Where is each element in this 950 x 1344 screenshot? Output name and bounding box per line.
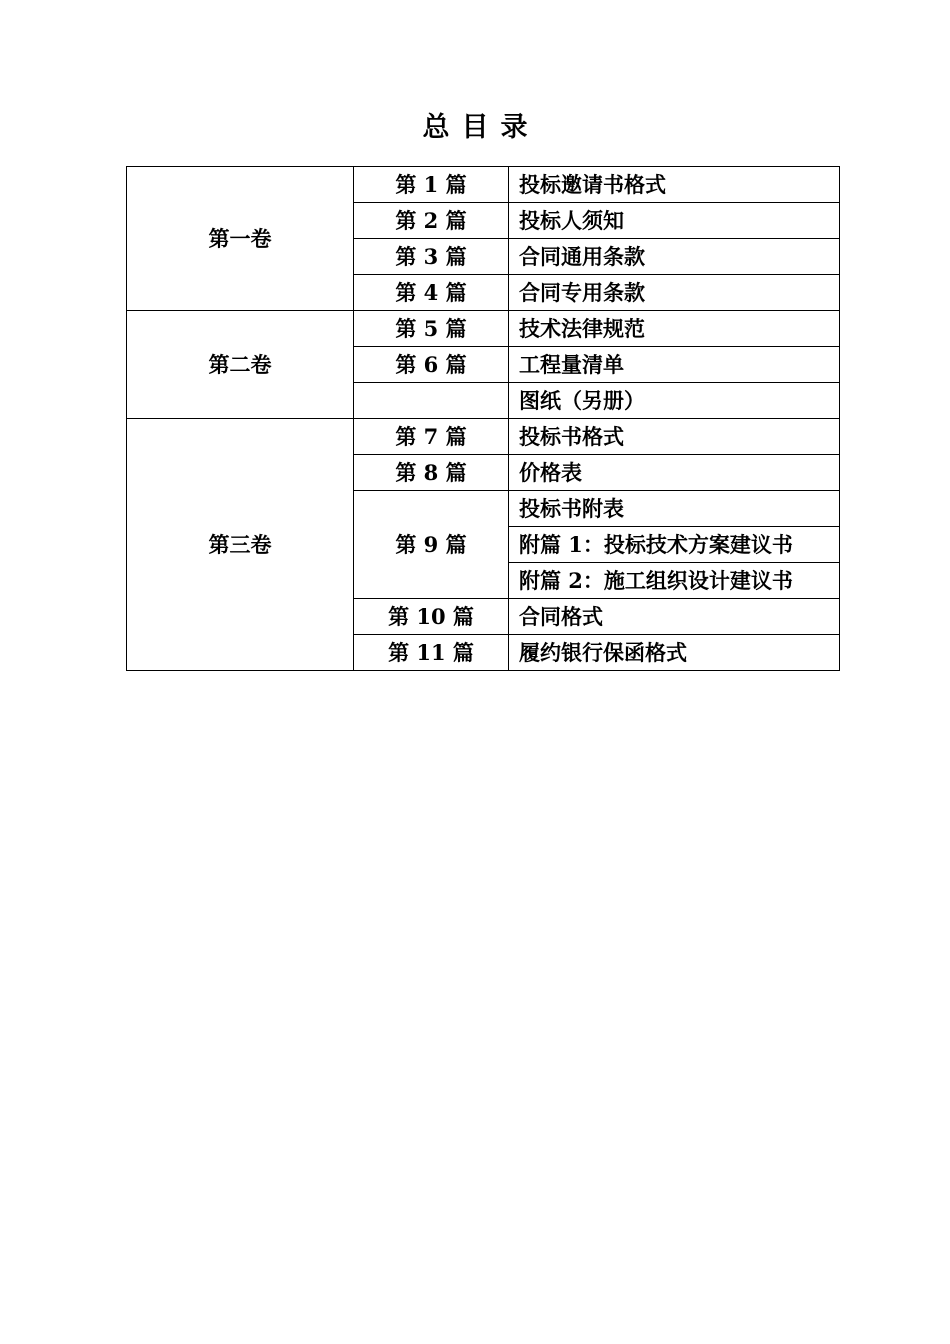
page-title: 总目录 bbox=[422, 112, 540, 143]
doc-cell: 附篇 2：施工组织设计建议书 bbox=[509, 563, 840, 599]
doc-cell: 投标人须知 bbox=[509, 203, 840, 239]
volume-cell: 第一卷 bbox=[127, 167, 354, 311]
doc-cell: 价格表 bbox=[509, 455, 840, 491]
doc-cell: 履约银行保函格式 bbox=[509, 635, 840, 671]
part-cell: 第 9 篇 bbox=[354, 491, 509, 599]
part-cell bbox=[354, 383, 509, 419]
toc-table bbox=[126, 166, 840, 671]
part-cell: 第 6 篇 bbox=[354, 347, 509, 383]
doc-cell: 投标书格式 bbox=[509, 419, 840, 455]
part-cell: 第 4 篇 bbox=[354, 275, 509, 311]
doc-cell: 合同通用条款 bbox=[509, 239, 840, 275]
volume-cell: 第二卷 bbox=[127, 311, 354, 419]
doc-cell: 附篇 1：投标技术方案建议书 bbox=[509, 527, 840, 563]
volume-cell: 第三卷 bbox=[127, 419, 354, 671]
table-row bbox=[127, 311, 840, 347]
part-cell: 第 10 篇 bbox=[354, 599, 509, 635]
doc-cell: 合同格式 bbox=[509, 599, 840, 635]
doc-cell: 技术法律规范 bbox=[509, 311, 840, 347]
part-cell: 第 3 篇 bbox=[354, 239, 509, 275]
doc-cell: 工程量清单 bbox=[509, 347, 840, 383]
doc-cell: 合同专用条款 bbox=[509, 275, 840, 311]
table-row bbox=[127, 419, 840, 455]
part-cell: 第 1 篇 bbox=[354, 167, 509, 203]
doc-cell: 投标书附表 bbox=[509, 491, 840, 527]
part-cell: 第 2 篇 bbox=[354, 203, 509, 239]
part-cell: 第 8 篇 bbox=[354, 455, 509, 491]
part-cell: 第 5 篇 bbox=[354, 311, 509, 347]
table-row bbox=[127, 167, 840, 203]
part-cell: 第 7 篇 bbox=[354, 419, 509, 455]
doc-cell: 图纸（另册） bbox=[509, 383, 840, 419]
part-cell: 第 11 篇 bbox=[354, 635, 509, 671]
doc-cell: 投标邀请书格式 bbox=[509, 167, 840, 203]
